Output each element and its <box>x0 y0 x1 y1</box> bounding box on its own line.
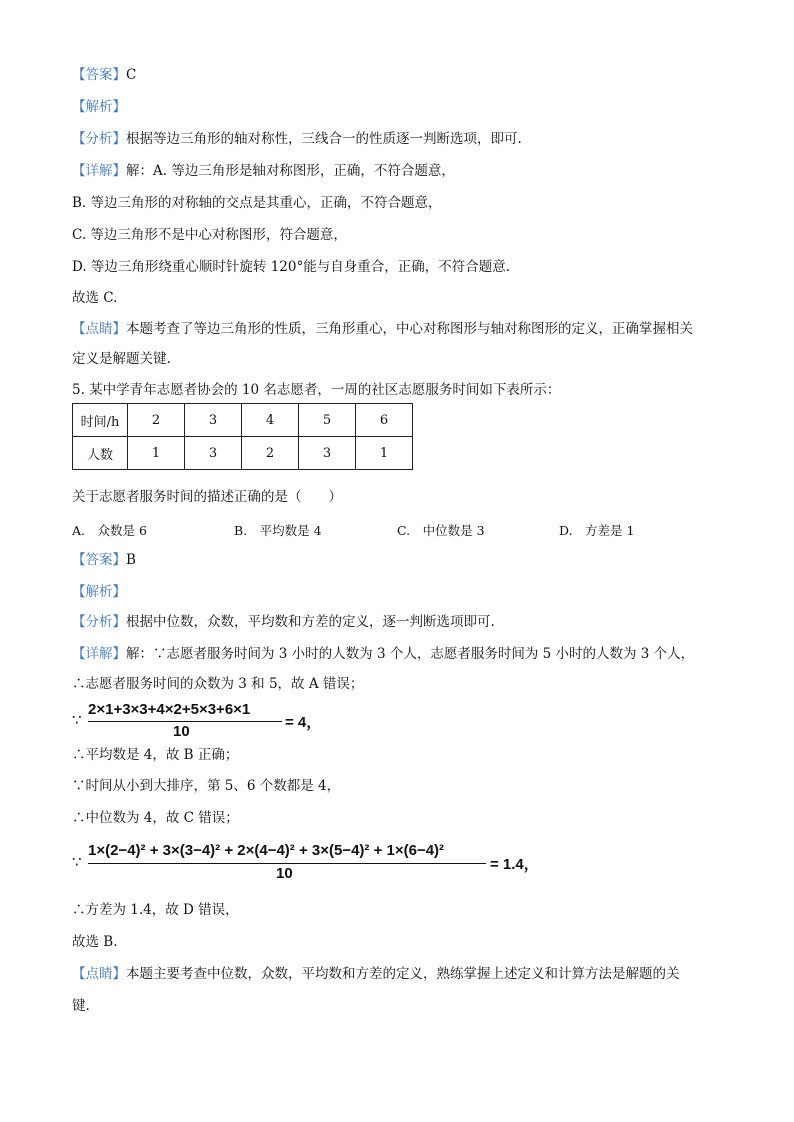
dianjing-text: 本题主要考查中位数，众数，平均数和方差的定义，熟练掌握上述定义和计算方法是解题的关 <box>126 966 680 982</box>
table-cell: 3 <box>185 437 242 470</box>
q4-xiangjie-line <box>72 162 455 180</box>
fenxi-text: 根据中位数，众数，平均数和方差的定义，逐一判断选项即可. <box>126 614 495 630</box>
variance-result: = 1.4， <box>490 856 539 873</box>
q5-question: 关于志愿者服务时间的描述正确的是（ ） <box>72 489 342 505</box>
analysis-tag: 【解析】 <box>72 99 126 115</box>
option-d: D. 方差是 1 <box>559 523 635 538</box>
table-row <box>73 437 413 470</box>
q4-conclusion: 故选 C. <box>72 290 118 306</box>
analysis-tag: 【解析】 <box>72 584 126 600</box>
q4-dianjing-line2: 定义是解题关键. <box>72 351 171 367</box>
fraction-bar <box>88 721 282 722</box>
q5-xiangjie-line <box>72 645 694 663</box>
q5-dianjing-line <box>72 965 680 983</box>
table-cell: 5 <box>299 404 356 437</box>
q4-line-c: C. 等边三角形不是中心对称图形，符合题意， <box>72 227 347 243</box>
q5-stem: 5. 某中学青年志愿者协会的 10 名志愿者，一周的社区志愿服务时间如下表所示： <box>72 382 561 398</box>
table-header-cell: 时间/h <box>73 404 128 437</box>
mean-denominator: 10 <box>173 723 190 740</box>
variance-denominator: 10 <box>276 865 293 882</box>
q4-line-b: B. 等边三角形的对称轴的交点是其重心，正确，不符合题意， <box>72 195 442 211</box>
q5-answer-line <box>72 551 136 569</box>
variance-numerator: 1×(2−4)² + 3×(3−4)² + 2×(4−4)² + 3×(5−4)² + 1×(6−4)² <box>88 842 445 859</box>
table-cell: 1 <box>356 437 413 470</box>
table-cell: 3 <box>185 404 242 437</box>
table-header-cell: 人数 <box>73 437 128 470</box>
q4-fenxi-line <box>72 130 522 148</box>
option-a: A. 众数是 6 <box>72 523 147 538</box>
q5-median-line: ∴中位数为 4，故 C 错误； <box>72 810 239 826</box>
q5-mode-line: ∴志愿者服务时间的众数为 3 和 5，故 A 错误； <box>72 676 364 692</box>
xiangjie-text: 解：A. 等边三角形是轴对称图形，正确，不符合题意， <box>126 163 455 179</box>
q4-answer-line <box>72 66 136 84</box>
q4-line-d: D. 等边三角形绕重心顺时针旋转 120°能与自身重合，正确，不符合题意. <box>72 259 511 275</box>
dianjing-tag: 【点睛】 <box>72 966 126 982</box>
variance-formula <box>72 842 542 884</box>
mean-formula <box>72 701 372 741</box>
table-cell: 1 <box>128 437 185 470</box>
because-symbol: ∵ <box>72 711 82 729</box>
q5-fenxi-line <box>72 613 495 631</box>
dianjing-tag: 【点睛】 <box>72 321 126 337</box>
option-b: B. 平均数是 4 <box>234 523 322 538</box>
xiangjie-tag: 【详解】 <box>72 646 126 662</box>
xiangjie-tag: 【详解】 <box>72 163 126 179</box>
because-symbol: ∵ <box>72 853 82 871</box>
q4-analysis-heading <box>72 98 126 116</box>
table-cell: 4 <box>242 404 299 437</box>
q5-median-because: ∵时间从小到大排序，第 5、6 个数都是 4， <box>72 778 341 794</box>
q5-mean-line: ∴平均数是 4，故 B 正确； <box>72 747 239 763</box>
mean-result: = 4， <box>285 714 322 731</box>
fenxi-text: 根据等边三角形的轴对称性，三线合一的性质逐一判断选项，即可. <box>126 131 522 147</box>
mean-numerator: 2×1+3×3+4×2+5×3+6×1 <box>88 701 251 718</box>
answer-tag: 【答案】 <box>72 67 126 83</box>
q5-conclusion: 故选 B. <box>72 934 118 950</box>
answer-tag: 【答案】 <box>72 552 126 568</box>
q5-dianjing-line2: 键. <box>72 998 90 1014</box>
dianjing-text: 本题考查了等边三角形的性质，三角形重心，中心对称图形与轴对称图形的定义，正确掌握相关 <box>126 321 693 337</box>
answer-value: C <box>126 67 137 83</box>
q5-variance-line: ∴方差为 1.4，故 D 错误， <box>72 902 239 918</box>
xiangjie-text: 解：∵志愿者服务时间为 3 小时的人数为 3 个人，志愿者服务时间为 5 小时的人数为 3 个人， <box>126 646 695 662</box>
fraction-bar <box>88 863 486 864</box>
table-cell: 3 <box>299 437 356 470</box>
volunteer-hours-table <box>72 403 413 470</box>
table-row <box>73 404 413 437</box>
fenxi-tag: 【分析】 <box>72 614 126 630</box>
table-cell: 6 <box>356 404 413 437</box>
q5-analysis-heading <box>72 583 126 601</box>
option-c: C. 中位数是 3 <box>397 523 485 538</box>
answer-value: B <box>126 552 136 568</box>
table-cell: 2 <box>128 404 185 437</box>
fenxi-tag: 【分析】 <box>72 131 126 147</box>
table-cell: 2 <box>242 437 299 470</box>
q4-dianjing-line <box>72 320 693 338</box>
